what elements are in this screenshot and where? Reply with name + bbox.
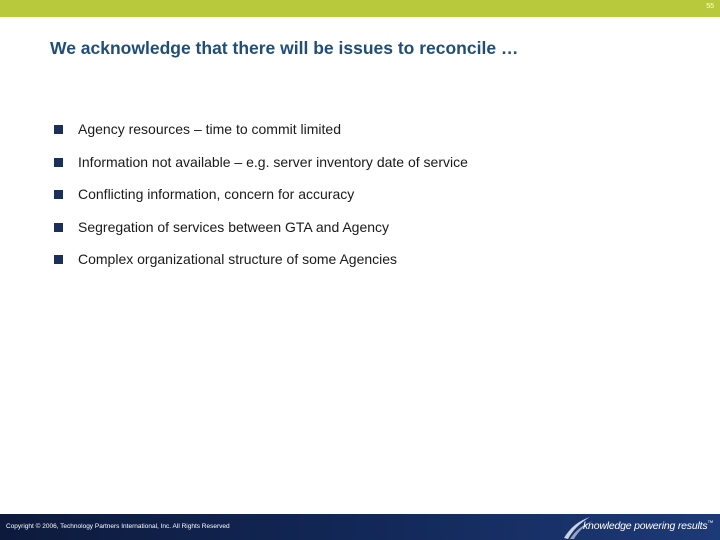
- bullet-text: Information not available – e.g. server inventory date of service: [78, 153, 468, 170]
- bullet-item: [54, 154, 674, 187]
- bullet-text: Segregation of services between GTA and Agency: [78, 218, 390, 235]
- bullet-text: Agency resources – time to commit limited: [78, 121, 341, 137]
- square-bullet-icon: [54, 158, 63, 167]
- square-bullet-icon: [54, 223, 63, 232]
- square-bullet-icon: [54, 125, 63, 134]
- bullet-list: [54, 121, 674, 284]
- slide-number: 55: [706, 3, 714, 10]
- bullet-item: [54, 251, 674, 284]
- bullet-text: Conflicting information, concern for accuracy: [78, 186, 355, 203]
- copyright-text: Copyright © 2006, Technology Partners International, Inc. All Rights Reserved: [6, 523, 230, 530]
- square-bullet-icon: [54, 255, 63, 264]
- square-bullet-icon: [54, 190, 63, 199]
- footer-bar: [0, 514, 720, 540]
- tagline-text: knowledge powering results: [583, 520, 708, 532]
- slide-title: We acknowledge that there will be issues to reconcile …: [50, 38, 519, 58]
- top-accent-bar: [0, 0, 720, 17]
- tagline: [583, 520, 713, 532]
- trademark-mark: ™: [707, 520, 714, 527]
- bullet-item: [54, 186, 674, 219]
- bullet-text: Complex organizational structure of some Agencies: [78, 251, 398, 268]
- bullet-item: [54, 121, 674, 154]
- bullet-item: [54, 219, 674, 252]
